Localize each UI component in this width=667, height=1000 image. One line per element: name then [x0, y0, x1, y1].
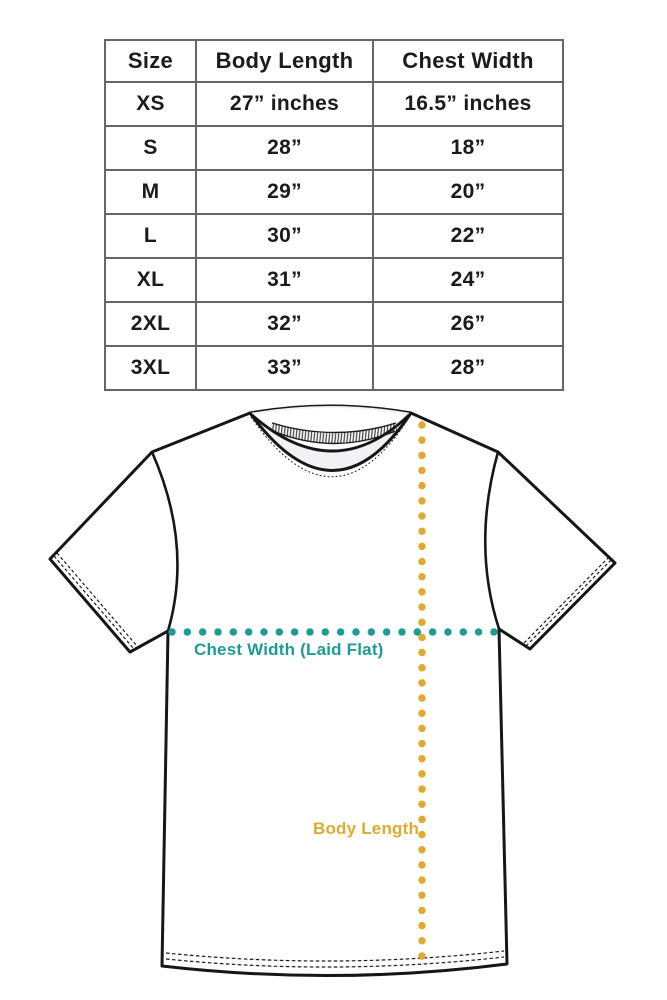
chest-width-cell: 24”	[373, 258, 563, 302]
size-cell: 3XL	[105, 346, 196, 390]
size-cell: 2XL	[105, 302, 196, 346]
body-length-cell: 28”	[196, 126, 373, 170]
table-header-row	[105, 40, 563, 82]
size-cell: XS	[105, 82, 196, 126]
body-length-cell: 31”	[196, 258, 373, 302]
size-cell: S	[105, 126, 196, 170]
table-row-3xl	[105, 346, 563, 390]
table-row-s	[105, 126, 563, 170]
size-cell: XL	[105, 258, 196, 302]
chest-width-cell: 22”	[373, 214, 563, 258]
chest-width-cell: 20”	[373, 170, 563, 214]
size-chart-table	[104, 39, 564, 391]
chest-width-label: Chest Width (Laid Flat)	[194, 640, 384, 659]
size-cell: L	[105, 214, 196, 258]
table-row-l	[105, 214, 563, 258]
tshirt-outline	[50, 406, 615, 976]
body-length-cell: 32”	[196, 302, 373, 346]
table-row-xl	[105, 258, 563, 302]
table-row-m	[105, 170, 563, 214]
column-header-body-length: Body Length	[196, 40, 373, 82]
body-length-cell: 33”	[196, 346, 373, 390]
size-cell: M	[105, 170, 196, 214]
body-length-label: Body Length	[313, 819, 420, 838]
tshirt-illustration	[0, 395, 667, 1000]
chest-width-cell: 28”	[373, 346, 563, 390]
table-row-xs	[105, 82, 563, 126]
chest-width-cell: 16.5” inches	[373, 82, 563, 126]
body-length-cell: 27” inches	[196, 82, 373, 126]
table-row-2xl	[105, 302, 563, 346]
column-header-size: Size	[105, 40, 196, 82]
chest-width-cell: 26”	[373, 302, 563, 346]
body-length-cell: 30”	[196, 214, 373, 258]
body-length-cell: 29”	[196, 170, 373, 214]
chest-width-cell: 18”	[373, 126, 563, 170]
column-header-chest-width: Chest Width	[373, 40, 563, 82]
